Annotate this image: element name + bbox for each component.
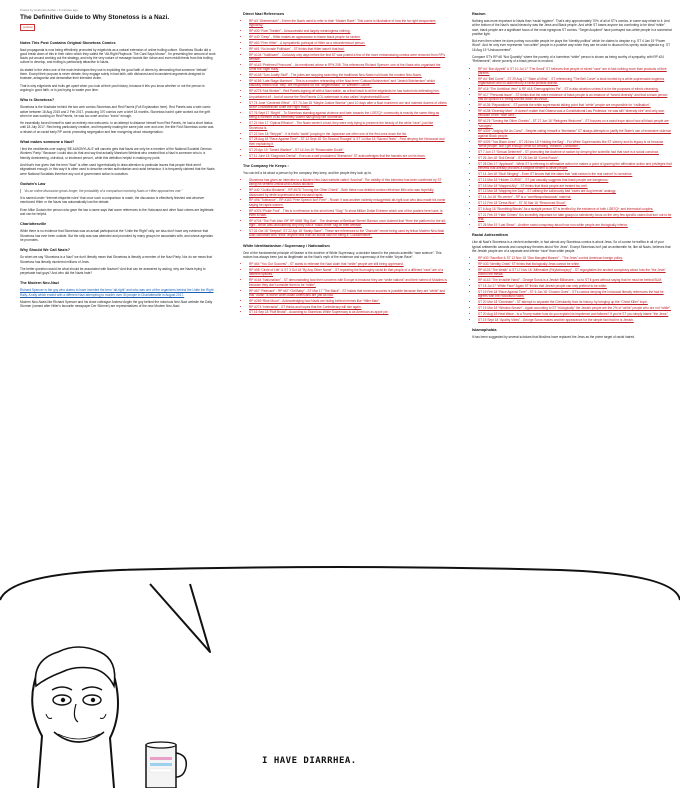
list-item[interactable]: • RP #164 “Nationalism” - ST demonstrating how their concerns with Europe is because they are “white nations” and their hatred of Muslims is because they don't consider them to be “white”.	[249, 278, 447, 287]
list-item[interactable]: • RP #40 “Deep” - Hitler makes an appearance to blame black people for racism.	[249, 35, 447, 39]
list-item[interactable]: • ST 28 Mar 19 “Last Straw” - Another racist conspiracy about how non-white people are biologically inferior.	[478, 223, 672, 227]
antisemitism-heading: Racial Antisemitism	[472, 233, 508, 238]
call-paragraph-1: So when we say “Stonetoss is a Nazi” we don't literally mean that Stonetoss is literally a member of the Nazi Party. Nor do we mean that Stonetoss has literally murdered millions of Jews.	[20, 255, 212, 264]
list-item[interactable]: • ST 16 Sep 18 “Ruff Brutal” - According to Stonetoss White Supremacy is as American as apple pie.	[249, 310, 447, 314]
intro-paragraph-2: As stated in the video one of the main techniques they use is exploiting the good faith of others by demanding that someone “debate” them. Except their purpose is never debate, they engage solely in bad faith, with dishonest and inconsistent arguments designed to frustrate, antagonise and demoralise their intended victim.	[20, 67, 208, 81]
list-item[interactable]: • RP #96 “Tolerance” - RP #163 “Free Speech Isn't Free” - Roosh V was another violently misogynistic alt-right icon who also made his name saying he rapes women.	[249, 198, 447, 207]
list-item[interactable]: • RP #4 “Bell Curve” - ST 29 Aug 17 “State of Mind” - ST referencing “The Bell Curve” a book funded by a white supremacist eugenics organisation and co-authored by a racist political activist.	[478, 77, 672, 86]
article-column-right	[462, 0, 680, 590]
list-item[interactable]: • RP #30 “Rom Theater” - Unsuccessful and largely meaningless nothing.	[249, 29, 447, 33]
list-item[interactable]: • RP #16 “The Umbilical Vein” & RP #18 “Demographics Pie” - ST is also abortion unless it is for the purposes of ethnic cleansing.	[478, 87, 672, 91]
racism-paragraph-3: Compare ST's RP #8 “Not Quantity” where the poverty of a homeless “white” person is shown as being worthy of sympathy, with RP #24 “Refinement”, where poverty of a black person is mocked.	[472, 55, 664, 64]
godwin-quote: “As an online discussion grows longer, the probability of a comparison involving Nazis or Hitler approaches one.”	[20, 189, 216, 193]
intro-paragraph-1: Nazi propaganda is now being effectively promoted by edgelords as a natural extension of online trolling culture. Stonetoss Studio did a good break down of this in their video which they called the “Alt-Right Playbook: The Card Says Moose”. I'm presenting the amount of work Nazis put around working out the strategy, and why the very nature of message boards like 4chan and even reddit feeds from this trolling culture to develop, and trolling is particularly attractive to Nazis.	[20, 47, 216, 65]
modern-heading: The Modern Neo-Nazi	[20, 281, 59, 286]
list-item[interactable]: • ST 28 Dec 17 “Applicant” - While ST is referring to affirmative action he makes a point of ignoring the affirmative action and privileges that benefits that already provides a tangible benefit to white people.	[478, 162, 672, 171]
godwin-heading: Godwin's Law	[20, 181, 46, 186]
makes-heading: What makes someone a Nazi?	[20, 140, 75, 145]
antisemitism-list	[472, 256, 672, 322]
list-item[interactable]: • RP #143 “The Invisible Hand” - George Soros is a Jewish Billionaire... so to ST it goes without saying that he must be behind BLM.	[478, 278, 672, 282]
modern-paragraph-1[interactable]: Richard Spencer is the guy who claims to have invented the term “alt-right” and who was one of the organizers behind the Unite the Right Rally. A rally which ended with a different Nazi attempting to murder over 30 people in Charlottesville in August 2017.	[20, 288, 214, 297]
list-item[interactable]: • RP #704 “The Fork Also Off” RP #565 “Big Gas” - The chairman of Breitbart Steven Bannon once claimed that “Here the platform for the alt-right”, which was undoubtedly why they had a “black crime” tag on their website.	[249, 219, 447, 228]
company-heading: The Company He Keeps :	[243, 163, 289, 168]
article-column-left	[0, 0, 226, 590]
who-heading: Who is Stonetoss?	[20, 98, 55, 103]
direct-references-heading: Direct Nazi References	[243, 12, 285, 16]
call-heading: Why Should We Call Nazis?	[20, 248, 70, 253]
list-item[interactable]: • RP #61 “No Invade Politician” - ST thinks that Hitler wasn't that bad.	[249, 47, 447, 51]
direct-references-list	[243, 19, 447, 158]
islamophobia-heading: Islamophobia	[472, 328, 497, 333]
white-list	[243, 262, 447, 315]
list-item[interactable]: • ST 18 Mar 18 “Mapped Ally” - ST thinks that black people are treated too well.	[478, 184, 672, 188]
islamophobia-paragraph: It has been suggested by several scholars that Muslims have replaced the Jews as the prime target of racist hatred.	[472, 335, 635, 340]
list-item[interactable]: • RP #278 “Not Worker” - Red Panels signing off with a Nazi salute, as a final insult to all the edgelords he has fooled into defending him.	[249, 89, 447, 93]
list-item[interactable]: • RP #309 “Two Black Lives” - ST 26 Nov 18 “Holding the Bag” - For White Supremacists like ST slavery and its legacy is ok because “white people” don't get enough credit for creating “Western Civilisation”.	[478, 140, 672, 149]
list-item[interactable]: • RP #33 “Identity Crisis” ST thinks that biologically Jews cannot be white.	[478, 262, 672, 266]
list-item[interactable]: • ST 6 Aug 18 “Stumbling Blocks” As a straight person ST is terrified by the existence of both LGBTQ+ and interracial couples.	[478, 207, 672, 211]
wojak-face-drawing	[18, 640, 128, 788]
list-item[interactable]: • ST 74 June “Centered Effect” - ST 74 Jan 18 “Maybe Justice Warrior” (and 10 days after a Nazi murdered one and maimed dozens of others at the Charlottesville Unite the Right Rally).	[249, 101, 447, 110]
list-item[interactable]: • ST 14 Jul 18 “Re-center” - RP is a “overfflowpolissionals” material.	[478, 195, 672, 199]
list-item[interactable]: • ST 11 June 18 “Diagnosis Denial” - Even as a self proclaimed “libertarian” ST acknowledges that the fascists are on his team.	[249, 154, 447, 158]
list-item[interactable]: • RP #4 “Bon Appetit” & ST 10 Jul 17 “The Smell” ST believes that people of mixed “race” are in fact nothing more than products of their parents.	[478, 67, 672, 76]
post-title[interactable]: The Definitive Guide to Why Stonetoss is a Nazi.	[20, 14, 170, 22]
modern-paragraph-2: Modern Neo-Nazis like Richard Spencer and his close colleague Andrew Anglin the guy behind the notorious Neo-Nazi website the Daily Stormer (named after Hitler's favourite newspaper Der Stürmer) are representatives of the new Modern Neo-Nazi.	[20, 299, 213, 309]
who-paragraph-1: Stonetoss is the illustrator behind the two web comics Stonetoss and Red Panels (Full Explanation here). Red Panels was a web comic active between 18 Aug 2015 and 2 Feb 2017, producing 370 comics over a brief 18 months. Stonetoss hadn't quite worked out the grift when he was working on Red Panels, he was too overt and too “ironic” enough.	[20, 105, 211, 118]
article-column-middle	[233, 0, 455, 600]
list-item[interactable]: • Stonetoss has given an interview to a Modern Neo-Nazi website called “Anorhat”. The validity of this interview has been confirmed by ST using his verified Official Anal Discus account.	[249, 178, 447, 187]
list-item[interactable]: • ST 7 Jun 17 “Sexual Deterrent” - ST promoting the doctrine of racism by denying the scientific fact that race is a social construct.	[478, 150, 672, 154]
list-item[interactable]: • ST 15 Jul 17 “White Face” Again ST thinks that Jewish people can only pretend to be white.	[478, 284, 672, 288]
list-item[interactable]: • ST 29 Apr 19 “Tamed Warfare” - ST 14 Jun 19 “Reasonable Doubt”.	[249, 148, 447, 152]
racism-heading: Racism	[472, 12, 486, 16]
list-item[interactable]: • ST 22 Nov 18 “Stripper” - It is that's “racist” pooping in the Japanese are often one of the first ones down the list.	[249, 132, 447, 136]
list-item[interactable]: • ST 13 Mar 18 “Mapping the Day” - ST utilising the ludicrously bad “races are dog breeds” analogy.	[478, 189, 672, 193]
list-item[interactable]: • Unpublished #4 - And of course the Red Panels COL watermark is also called “doylecheeks88.com”.	[249, 95, 447, 99]
racism-paragraph-2: But even then where he does portray non-white people he plays the “identity politics” which he claims to despise e.g. ST 4 Jan 19 “Power Word”. And he only ever represents “non-white” people in a positive way when they can be used to discount his openly racist agenda e.g. ST 16 Aug 19 “Undocumented”.	[472, 39, 670, 52]
list-item[interactable]: • RP #67 “Relevant” - RP #67 “Old Baby” - ST Mar 17 “The Black” - ST insists that revenue success is possible because they are “white” and that “Asian” is worse when Asian Americans are just as bad.	[249, 289, 447, 298]
antisemitism-paragraph: Like all Nazi's Stonetoss is a virulent antisemite, in fact almost any Stonetoss comics is about Jews. So of course he traffics in all of your typical antisemitic canards and conspiracy theories about “the Jews”. Except Stonetoss isn't just an antisemite he, like all Nazis, believes that the Jewish people are of a separate and inferior “race” than white people.	[472, 240, 671, 254]
godwin-paragraph-2: Even Mike Godwin the person who gave the law a name says that some references to the Holocaust and other Nazi crimes are legitimate and can be helpful.	[20, 207, 214, 217]
list-item[interactable]: • ST 31 Oct 18 “Seeptal”, ST 22 Apr 18 “Sanity Stare” - These are references to the “Ziomate” meme being used by fellow Modern Neo-Nazi Alan Sandman who “trolls” anyone less than an actual Nazi for being a “Cuckservative”.	[249, 229, 447, 238]
list-item[interactable]: • RP #376 “Pickle Pool” - This is in reference to the short lived “Vlog” To show Million Dollar Extreme which one of the posters here have, is even a Nazi.	[249, 209, 447, 218]
white-heading: White Identitarianism / Supremacy / Nationalism	[243, 243, 330, 248]
list-item[interactable]: • RP #17 “Personal Issue” - ST thinks that the mere existence of black people is an instance of “forced diversity” and that a black person has an opinion it's “being shoved down his throat”.	[478, 93, 672, 102]
list-item[interactable]: • ST 13 Mar 18 “Hidden CURSE” - ST just casually suggests that black people are dangerous.	[478, 178, 672, 182]
call-paragraph-2: The better question would be what should be associated with Nazism? And that can be answered by asking, why are Nazis trying to perpetuate bad guys? And who did the Nazis hate?	[20, 266, 206, 276]
list-item[interactable]: • RP #176 “Turning the Other Cheeks” - ST 27 Jun 18 “Refugees Welcome” - ST focuses on a racist trope about how all black people are “savages”.	[478, 119, 672, 128]
list-item[interactable]: • ST 20 Aug 18 Heat Wave - Is a Trump maker how do you explain his impotence and failures? If you're ST you simply blame “the Jews”.	[478, 312, 672, 316]
speech-bubble-text: I HAVE DIARRHEA.	[262, 756, 357, 766]
mug-drawing	[140, 735, 190, 788]
list-item[interactable]: • ST 26 Jan 18 “Doll Denial” - ST 28 Jan 18 “Comb Room”.	[478, 156, 672, 160]
list-item[interactable]: • ST 14 Jan 18 “Skull Slinging” - Even ST knows that the claim that “anti-racism is the real racism” is nonsense.	[478, 172, 672, 176]
list-item[interactable]: • RP #156 “Late Stage Marxism” - This is a modern rebranding of the Nazi term “Cultural Bolshevism” and “Jewish Bolshevism” which basically means that “they” are responsible for the “degeneration” of “Western Culture”.	[249, 79, 447, 88]
list-item[interactable]: • ST 12 Feb 18 “Dress Blue” - ST 30 Mar 18 “Resourced Shoot”.	[478, 201, 672, 205]
racism-paragraph-1: Nothing was more important to Nazis than “racial hygiene”. That's why approximately 70% of all of ST's comics, in some way relate to it. And at the bottom of the Nazi's racial hierarchy was the Jews and Black people. And while ST bases anyone too comforting to be ideal “white” race, black people are a significant focus of the most egregious ST comics. “Target Acquired” have portrayed non-white people in a somewhat positive light.	[472, 19, 672, 36]
company-paragraph: You can tell a lot about a person by the company they keep, and the people they look up to.	[243, 170, 372, 175]
intro-paragraph-3: That is why edgelords and trolls get upset when you look at their post history, because it lets you know whether or not the person is arguing in good faith, or is just trying to waste your time.	[20, 83, 205, 92]
list-item[interactable]: • RP #98 “Circle of Life” & ST 3 Oct 18 “By Any Other Name” - ST repeating the thoroughly racist lie that people of a different “race” are of a different species.	[249, 268, 447, 277]
makes-paragraph-2: And that's true given that the term “Nazi” is often used hyperbolically to draw attention to particular issues that people think aren't stigmatised enough. In this way it is often used to describe certain authoritarian and racist behaviour, it is frequently claimed that the Nazis were National Socialists therefore any sort of government action is socialism.	[20, 162, 215, 176]
charlottesville-paragraph: While there is no evidence that Stonetoss was an actual participant at the “Unite the Right” rally, we also don't have any evidence that Stonetoss has ever been outside. But the rally was was attended and promoted by many groups he associates with, and whose agendas he promotes.	[20, 229, 213, 242]
post-flair[interactable]: political	[20, 24, 35, 30]
list-item[interactable]: • RP #103 “The Wrath” & ST 17 Nov 18 “Affirmative (Re)Action(ary)” - ST regurgitates the ancient conspiracy about how the “the Jews” control the media.	[478, 268, 672, 277]
list-item[interactable]: • RP #148 “Turn Justify Stuff” - The jokes are stopping searching the traditional Neo-Nazis hold back the modern Neo-Nazis.	[249, 73, 447, 77]
list-item[interactable]: • RP #30 “Sacrifice & ST 12 Nov 18 “Star Mangled Banner” - “The Jews” control American foreign policy.	[478, 256, 672, 260]
list-item[interactable]: • RP #269 “Blue Moon” - Acknowledging how Nazis are hiding behind memes like “Hitler Man”.	[249, 299, 447, 303]
list-item[interactable]: • ST 19 Sept 18 “Apathy Vibes” - George Soros makes another appearance for the simple fact that he is Jewish.	[478, 318, 672, 322]
list-item[interactable]: • RP #3 “Übermensch” - It term the Nazis used to refer to their “Master Race”. This comic is illustrative of how the far right weaponises hypocrisy.	[249, 19, 447, 28]
list-item[interactable]: • RP #136 “Reparations” - ST parrots the white supremacist talking point that “white” people are responsible for “civilisation”.	[478, 103, 672, 107]
list-item[interactable]: • RP #64 “You Our Success” - ST wants to reiterate the Nazi claim that “white” people are still being oppressed.	[249, 262, 447, 266]
list-item[interactable]: • RP #309 “Judging Be As Consi” - Despite calling himself a “libertarian” ST always attempts to justify the State's use of excessive violence against Black people.	[478, 129, 672, 138]
intro-heading: Notes This Post Contains Original Stonetoss Comics	[20, 40, 116, 45]
godwin-paragraph-1: It is named under “Internet etiquette rules” that once such a comparison is made, the discussion is effectively finished and whoever mentioned Hitler or the Nazis has automatically lost the debate.	[20, 196, 205, 205]
list-item[interactable]: • ST 19 Feb 18 “Race Against Time” - ST 6 Jun 18 “Chosen Ones” - ST's comics denying the holocaust literally references the fact he agrees with the Holocaust Nazis.	[478, 290, 672, 299]
post-meta: Posted by Unknown Author • 6 minutes ago	[20, 8, 78, 12]
list-item[interactable]: • RP #40 “Gorilla Mindsets” - RP #578 “Turning the Other Cheek” - Both these now deleted comics reference Milo who was hopefully disavowed by white supremacist and excused rapist.	[249, 188, 447, 197]
list-item[interactable]: • ST 21 Nov 17 “Optical Effusion” - The Nazis weren't a bad, they were only trying to preserve the beauty of the white “race”, just like Stonetoss is.	[249, 121, 447, 130]
company-list	[243, 178, 447, 238]
list-item[interactable]: • ST 20 Mar 18 “Dominate” - ST attempt to separate the Christianity from its history, by bringing up the “Christ Killer” trope.	[478, 300, 672, 304]
list-item[interactable]: • RP #138 “Diversity Man” - It doesn't matter that Obama was a Constitutional Law Professor, he was still “diversity hire” and only won because of the “race card”.	[478, 109, 672, 118]
list-item[interactable]: • ST 21 Feb 19 “Hate Crimes” It is incredibly important for hate groups to selectively focus on the very few specific cases that turn out to be real.	[478, 213, 672, 222]
racism-list	[472, 67, 672, 228]
list-item[interactable]: • ST 19 Mar 18 “Window Smash” - Again according to ST “biologically” the Jewish people are the 2% of “white” people who are not “white”.	[478, 306, 672, 310]
charlottesville-heading: Charlottesville	[20, 222, 47, 227]
makes-paragraph-1: I find the neoliberals over saying “BE ALBONYLALS’ will cancelo gets that Nazis are only be a member of the National Socialist German Workers’ Party.” Because I could also do that and say that actually Marsham Webbrat who created that a Nazi is someone who is ‘a friendly domineering, chiroticut, or intolerant person’, while this definition helpful in making my point.	[20, 147, 212, 160]
list-item[interactable]: • RP #143 “Preferred Pronouns” - As mentioned above in RP# 208. This references Richard Spencer, one of the Nazis who organised the Unite the Right Rally.	[249, 63, 447, 72]
list-item[interactable]: • RP #104 “Trailblazer” - Curiously only days before the first ST was posted a few of the more embarrassing comics were removed from RP's website.	[249, 53, 447, 62]
list-item[interactable]: • ST 28 Aug 18 “Race Against Time” - ST 12 Sept 18 “Do Second Thought” & ST 14 Mar 16 “Sacred Texts” - First denying the Holocaust and then explaining it.	[249, 137, 447, 146]
list-item[interactable]: • RP #274 “Interracial” - ST thinks and hopes that the Confederacy will rise again.	[249, 305, 447, 309]
list-item[interactable]: • ST 76 Sept 17 “Bright” - To Stonetoss standing against violence and hate towards the LGBTQ+ community is exactly the same thing as being a member of an extremely violent nazi group like Stormfront.	[249, 111, 447, 120]
white-paragraph: One of the fundamental principle of Nazism is the doctrine of White Supremacy, a doctrine based in the pseudo-scientific “race science”. This racism has always been just as illegitimate as the Nazi's myth of the existence and supremacy of the white “Aryan Race”.	[243, 250, 442, 259]
list-item[interactable]: • RP #60 “Free Hitler” - A sympathetic portrayal of Hitler as a misunderstood person.	[249, 41, 447, 45]
who-paragraph-2: He essentially forced himself to start an entirely new webcomic. In an attempt to distance himself from Red Panels, he had a short hiatus until 18 July 2017. Red being particularly creative, and frequently making the same joke over and over, the title Fold Stonetoss comic was a rehash of an racist early RP comic promoting segregation and fear mongering about miscegenation.	[20, 121, 214, 134]
